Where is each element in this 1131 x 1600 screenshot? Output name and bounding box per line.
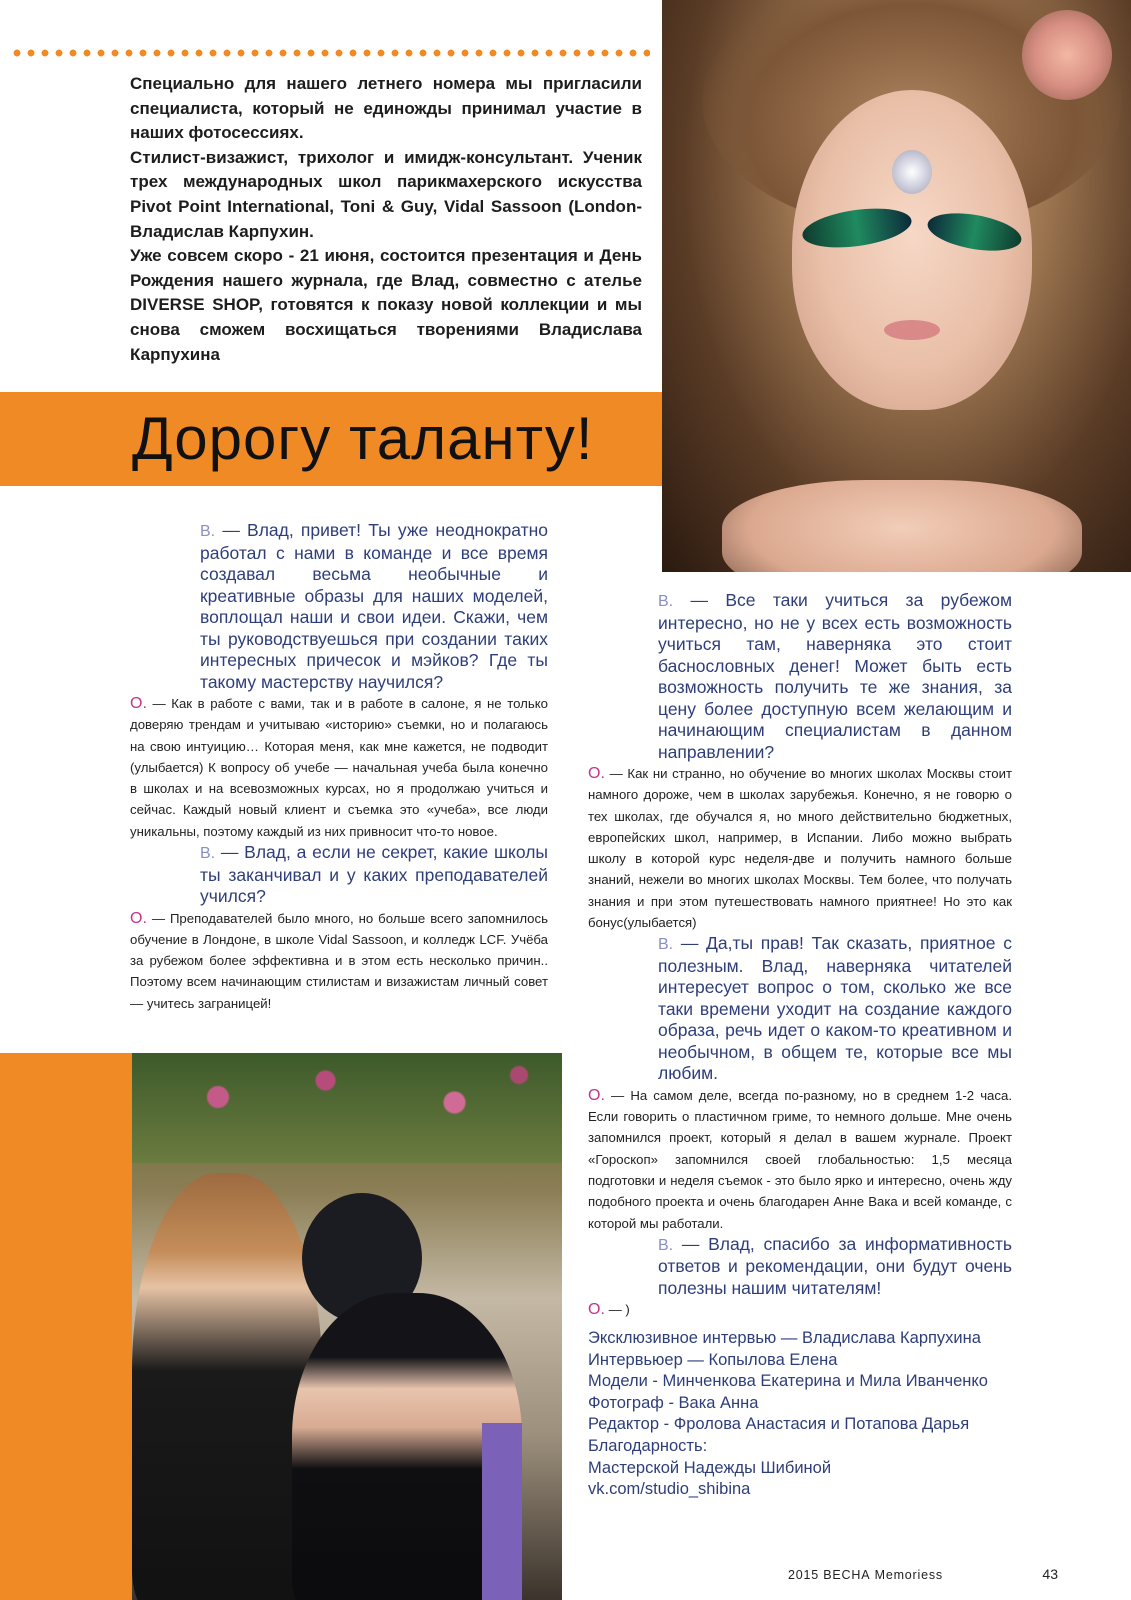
credit-line: Мастерской Надежды Шибиной bbox=[588, 1458, 832, 1477]
model-portrait-photo bbox=[662, 0, 1131, 572]
answer bbox=[130, 693, 548, 842]
answer-marker: О. bbox=[588, 1301, 605, 1319]
intro-paragraph: Стилист-визажист, трихолог и имидж-консультант. Ученик трех международных школ парикмахерского искусства Pivot Point International, Toni & Guy, Vidal Sassoon (London- Владислав Карпухин. bbox=[130, 147, 642, 241]
photo-hands bbox=[722, 480, 1082, 572]
question-marker: В. bbox=[200, 845, 216, 863]
answer bbox=[588, 1085, 1012, 1234]
page-number: 43 bbox=[1042, 1566, 1058, 1582]
question-text: — Влад, а если не секрет, какие школы ты заканчивал и у каких преподавателей учился? bbox=[200, 842, 548, 907]
dotted-divider bbox=[10, 46, 650, 60]
orange-side-block bbox=[0, 1053, 132, 1600]
credit-line: Благодарность: bbox=[588, 1436, 708, 1455]
question bbox=[130, 520, 548, 693]
credit-line: Эксклюзивное интервью — Владислава Карпухина bbox=[588, 1329, 981, 1347]
question bbox=[588, 933, 1012, 1085]
question bbox=[588, 590, 1012, 763]
photo-flowers bbox=[132, 1053, 562, 1163]
question-marker: В. bbox=[658, 1236, 674, 1254]
photo-lips bbox=[884, 320, 940, 340]
question bbox=[588, 1234, 1012, 1300]
question-marker: В. bbox=[200, 523, 216, 540]
credit-link[interactable]: vk.com/studio_shibina bbox=[588, 1480, 751, 1499]
answer bbox=[588, 763, 1012, 933]
question-text: — Влад, спасибо за информативность ответов и рекомендации, они будут очень полезны нашим читателям! bbox=[658, 1233, 1012, 1298]
credits-block bbox=[588, 1328, 1028, 1501]
photo-jewel bbox=[892, 150, 932, 194]
question-text: — Влад, привет! Ты уже неоднократно работал с нами в команде и все время создавал весьма необычные и креативные образы для наших моделей, воплощал наши и свои идеи. Скажи, чем ты руководствуешься при создании таких интересных причесок и мэйков? Где ты такому мастерству научился? bbox=[200, 520, 548, 692]
intro-text bbox=[130, 72, 642, 367]
credit-line: Фотограф - Вака Анна bbox=[588, 1393, 759, 1412]
answer-text: — Как ни странно, но обучение во многих школах Москвы стоит намного дороже, чем в школах зарубежья. Конечно, я не говорю о тех школах, где обучался я, но много действительно бюджетных, европейских школ, например, в Испании. Либо можно выбрать школу в которой курс неделя-две и получить намного больше знаний, нежели во многих школах Москвы. Тем более, что получать знания и при этом путешествовать намного приятнее! Но это как бонус(улыбается) bbox=[588, 766, 1012, 931]
answer-marker: О. bbox=[130, 909, 147, 927]
answer-text: — На самом деле, всегда по-разному, но в среднем 1-2 часа. Если говорить о пластичном гриме, то немного дольше. Мне очень запомнился проект, который я делал в вашем журнале. Проект «Гороскоп» запомнился своей глобальностью: 1,5 месяца подготовки и неделя съемок - это было ярко и интересно, очень жду подобного проекта и очень благодарен Анне Вака и всей команде, с которой мы работали. bbox=[588, 1087, 1012, 1231]
answer bbox=[130, 908, 548, 1014]
question bbox=[130, 842, 548, 908]
question-marker: В. bbox=[658, 593, 674, 610]
question-text: — Все таки учиться за рубежом интересно, но не у всех есть возможность учиться там, наверняка это стоит баснословных денег! Может быть есть возможность получить те же знания, за цену более доступную всем желающим и начинающим специалистам в данном направлении? bbox=[658, 590, 1012, 762]
photo-flower bbox=[1022, 10, 1112, 100]
salon-photo bbox=[132, 1053, 562, 1600]
answer-marker: О. bbox=[130, 695, 147, 712]
page-footer bbox=[788, 1568, 1058, 1582]
credit-line: Модели - Минченкова Екатерина и Мила Иванченко bbox=[588, 1372, 988, 1391]
answer bbox=[588, 1299, 1012, 1320]
interview-column-left bbox=[130, 520, 548, 1014]
photo-chair bbox=[482, 1423, 522, 1600]
question-text: — Да,ты прав! Так сказать, приятное с полезным. Влад, наверняка читателей интересует вопрос о том, сколько же все таки времени уходит на создание каждого образа, речь идет о каком-то креативном и необычном, в общем те, которые все мы любим. bbox=[658, 933, 1012, 1084]
issue-label: 2015 ВЕСНА Memoriess bbox=[788, 1568, 943, 1582]
intro-paragraph: Специально для нашего летнего номера мы пригласили специалиста, который не единожды принимал участие в наших фотосессиях. bbox=[130, 74, 642, 143]
credit-line: Редактор - Фролова Анастасия и Потапова Дарья bbox=[588, 1415, 970, 1434]
answer-text: — ) bbox=[608, 1302, 630, 1318]
intro-paragraph: Уже совсем скоро - 21 июня, состоится презентация и День Рождения нашего журнала, где Влад, совместно с ателье DIVERSE SHOP, готовятся к показу новой коллекции и мы снова сможем восхищаться творениями Владислава Карпухина bbox=[130, 246, 642, 364]
question-marker: В. bbox=[658, 936, 674, 954]
answer-marker: О. bbox=[588, 765, 605, 782]
page-title: Дорогу таланту! bbox=[132, 405, 594, 472]
answer-marker: О. bbox=[588, 1086, 605, 1104]
credit-line: Интервьюер — Копылова Елена bbox=[588, 1350, 838, 1369]
answer-text: — Как в работе с вами, так и в работе в салоне, я не только доверяю трендам и учитываю «историю» съемки, но и полагаюсь на свою интуицию… Которая меня, как мне кажется, не подводит (улыбается) К вопросу об учебе — начальная учеба была конечно в школах и на всевозможных курсах, но я продолжаю учиться и сейчас. Каждый новый клиент и съемка это «учеба», все люди уникальны, поэтому каждый из них привносит что-то новое. bbox=[130, 696, 548, 839]
answer-text: — Преподавателей было много, но больше всего запомнилось обучение в Лондоне, в школе Vidal Sassoon, и колледж LCF. Учёба за рубежом более эффективна и в этом есть несколько причин.. Поэтому всем начинающим стилистам и визажистам личный совет — учитесь заграницей! bbox=[130, 910, 548, 1011]
interview-column-right bbox=[588, 590, 1012, 1321]
